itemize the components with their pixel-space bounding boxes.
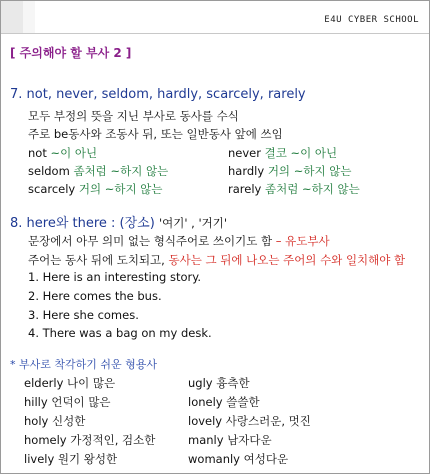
header-divider — [1, 33, 429, 34]
adj-left-3: holy 신성한 — [24, 414, 86, 428]
adj-right-3: lovely 사랑스러운, 멋진 — [188, 414, 311, 428]
section8-line-2: 주어는 동사 뒤에 도치되고, 동사는 그 뒤에 나오는 주어의 수와 일치해야 함 — [28, 253, 406, 267]
word-rarely: rarely 좀처럼 ~하지 않는 — [228, 182, 360, 196]
adj-left-4: homely 가정적인, 검소한 — [24, 433, 156, 447]
section8-heading: 8. here와 there : (장소) '여기' , '거기' — [10, 216, 228, 231]
section7-heading: 7. not, never, seldom, hardly, scarcely, rarely — [10, 87, 306, 102]
adjectives-heading: * 부사로 착각하기 쉬운 형용사 — [10, 358, 157, 371]
adj-left-2: hilly 언덕이 많은 — [24, 395, 111, 409]
section7-line-1: 모두 부정의 뜻을 지닌 부사로 동사를 수식 — [28, 109, 239, 123]
adj-left-1: elderly 나이 많은 — [24, 376, 116, 390]
example-3: 3. Here she comes. — [28, 308, 139, 322]
word-never: never 결코 ~이 아닌 — [228, 146, 338, 160]
word-not: not ~이 아닌 — [28, 146, 98, 160]
header-bar — [1, 1, 429, 34]
adj-right-5: womanly 여성다운 — [188, 452, 289, 466]
word-seldom: seldom 좀처럼 ~하지 않는 — [28, 164, 169, 178]
page-title: [ 주의해야 할 부사 2 ] — [10, 46, 132, 60]
header-stripe — [1, 1, 23, 34]
header-stripe-light — [23, 1, 35, 34]
example-4: 4. There was a bag on my desk. — [28, 326, 212, 340]
example-2: 2. Here comes the bus. — [28, 289, 162, 303]
adj-right-2: lonely 쓸쓸한 — [188, 395, 260, 409]
adj-right-1: ugly 흉측한 — [188, 376, 250, 390]
example-1: 1. Here is an interesting story. — [28, 270, 202, 284]
section8-line-1: 문장에서 아무 의미 없는 형식주어로 쓰이기도 함 – 유도부사 — [28, 234, 330, 248]
brand-label: E4U CYBER SCHOOL — [324, 15, 419, 25]
adj-right-4: manly 남자다운 — [188, 433, 272, 447]
word-hardly: hardly 거의 ~하지 않는 — [228, 164, 352, 178]
section7-line-2: 주로 be동사와 조동사 뒤, 또는 일반동사 앞에 쓰임 — [28, 127, 283, 141]
word-scarcely: scarcely 거의 ~하지 않는 — [28, 182, 163, 196]
adj-left-5: lively 원기 왕성한 — [24, 452, 118, 466]
